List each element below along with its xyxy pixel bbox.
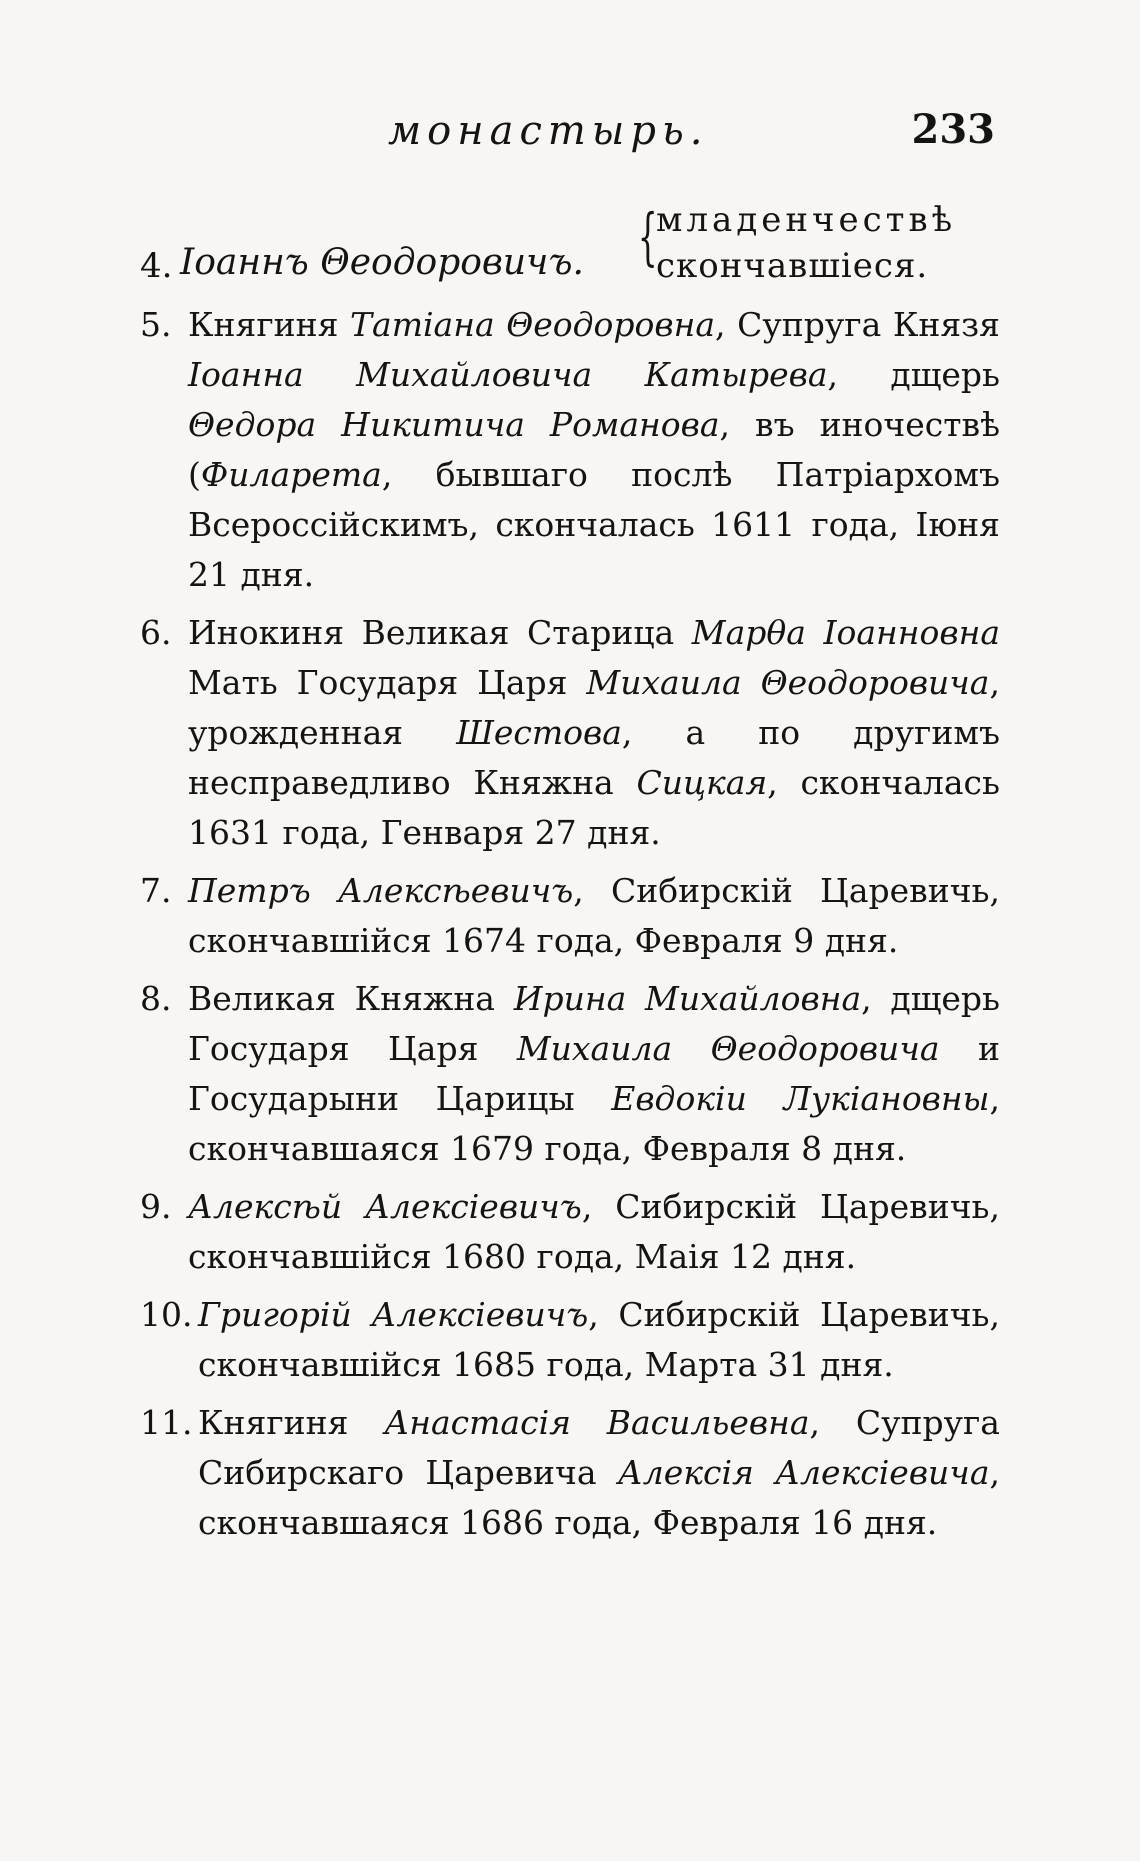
entry-name-italic: Михаила Θеодоровича [516, 1029, 940, 1068]
entry-text: , въ иночествѣ ( [188, 405, 1000, 494]
entry-6 [140, 608, 1000, 858]
entry-text: Мать Государя Царя [188, 663, 587, 702]
entry-5 [140, 300, 1000, 600]
entry-8 [140, 974, 1000, 1174]
entry-number: 5. [140, 305, 172, 344]
entry-name-italic: Анастасія Васильевна [384, 1403, 810, 1442]
entry-number: 9. [140, 1187, 172, 1226]
entry-name-italic: Михаила Θеодоровича [586, 663, 990, 702]
entry-name-italic: Алексія Алексіевича [617, 1453, 990, 1492]
entry-text: Инокиня Великая Старица [188, 613, 692, 652]
entry-text: , а по другимъ несправедливо Княжна [188, 713, 1000, 802]
entry-10 [140, 1290, 1000, 1390]
entry-text: , Сибирскій Царевичь, скончавшійся 1680 года, Маія 12 дня. [188, 1187, 1000, 1276]
entry-list [140, 300, 1000, 1548]
entry-4 [140, 200, 1000, 292]
page-number: 233 [911, 106, 995, 153]
entry-name-italic: Татіана Θеодоровна [350, 305, 716, 344]
entry-number: 6. [140, 613, 172, 652]
entry-number: 10. [140, 1295, 193, 1334]
entry-name-italic: Сицкая [636, 763, 768, 802]
entry-name-italic: Шестова [456, 713, 622, 752]
entry-name-italic: Θедора Никитича Романова [188, 405, 720, 444]
entry-number: 4. [140, 246, 173, 286]
entry-name-italic: Филарета [200, 455, 382, 494]
page-body [140, 200, 1000, 1548]
running-title: монастырь. [388, 108, 709, 154]
entry-name: Іоаннъ Θеодоровичъ. [180, 242, 584, 283]
entry-number: 11. [140, 1403, 193, 1442]
entry-7 [140, 866, 1000, 966]
entry-text: Княгиня [198, 1403, 385, 1442]
entry-text: , скончавшаяся 1679 года, Февраля 8 дня. [188, 1079, 1001, 1168]
entry-text: , урожденная [188, 663, 1000, 752]
entry-11 [140, 1398, 1000, 1548]
entry-number: 7. [140, 871, 172, 910]
entry-name-italic: Ирина Михайловна [513, 979, 862, 1018]
page-header [190, 100, 995, 170]
entry-text: , скончалась 1631 года, Генваря 27 дня. [188, 763, 1000, 852]
entry-name-italic: Григорій Алексіевичъ [198, 1295, 589, 1334]
entry-text: , дщерь Государя Царя [188, 979, 1000, 1068]
entry-text: , Супруга Сибирскаго Царевича [198, 1403, 1000, 1492]
entry-text: , скончавшаяся 1686 года, Февраля 16 дня. [198, 1453, 1000, 1542]
brace-text-line1: младенчествѣ [656, 200, 957, 240]
entry-name-italic: Алексѣй Алексіевичъ [188, 1187, 582, 1226]
entry-text: , Сибирскій Царевичь, скончавшійся 1674 года, Февраля 9 дня. [188, 871, 1001, 960]
entry-text: Княгиня [188, 305, 351, 344]
entry-name-italic: Іоанна Михайловича Катырева [188, 355, 828, 394]
entry-number: 8. [140, 979, 172, 1018]
entry-text: и Государыни Царицы [188, 1029, 1000, 1118]
entry-text: , Сибирскій Царевичь, скончавшійся 1685 года, Марта 31 дня. [198, 1295, 1000, 1384]
brace-text-line2: скончавшіеся. [656, 246, 929, 286]
entry-text: , бывшаго послѣ Патріархомъ Всероссійскимъ, скончалась 1611 года, Іюня 21 дня. [188, 455, 1000, 594]
entry-name-italic: Петръ Алексѣевичъ [188, 871, 574, 910]
entry-name-italic: Марθа Іоанновна [691, 613, 1000, 652]
brace-glyph: { [637, 200, 658, 273]
entry-name-italic: Евдокіи Лукіановны [611, 1079, 990, 1118]
entry-text: , дщерь [827, 355, 1000, 394]
entry-9 [140, 1182, 1000, 1282]
entry-text: , Супруга Князя [715, 305, 1000, 344]
entry-text: Великая Княжна [188, 979, 514, 1018]
